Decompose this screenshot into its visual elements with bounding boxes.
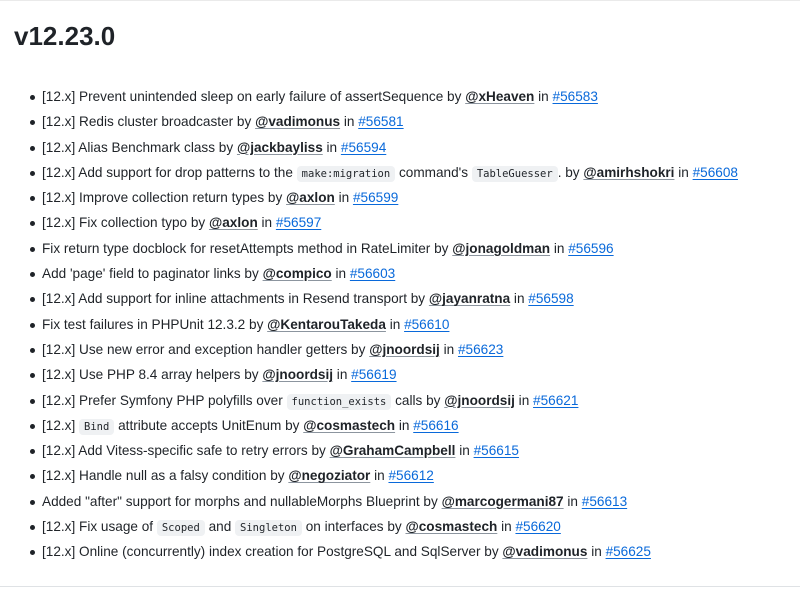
author-link[interactable]: @jnoordsij bbox=[369, 341, 440, 357]
author-link[interactable]: @negoziator bbox=[288, 468, 371, 484]
item-text: . by bbox=[557, 164, 584, 180]
changelog-item bbox=[0, 261, 800, 286]
inline-code: function_exists bbox=[287, 394, 392, 410]
changelog-item bbox=[0, 286, 800, 311]
item-text: [12.x] Prevent unintended sleep on early failure of assertSequence by bbox=[42, 89, 466, 104]
pull-request-link[interactable]: #56581 bbox=[358, 114, 404, 130]
item-text: attribute accepts UnitEnum by bbox=[114, 417, 304, 433]
item-text: in bbox=[322, 139, 341, 155]
item-text: [12.x] Use new error and exception handler getters by bbox=[42, 341, 370, 357]
author-link[interactable]: @KentarouTakeda bbox=[267, 316, 386, 332]
author-link[interactable]: @jnoordsij bbox=[262, 367, 334, 383]
author-link[interactable]: @cosmastech bbox=[303, 417, 396, 433]
item-text: Fix test failures in PHPUnit 12.3.2 by bbox=[42, 316, 268, 332]
changelog-item bbox=[0, 236, 800, 261]
item-text: calls by bbox=[391, 392, 445, 408]
pull-request-link[interactable]: #56583 bbox=[552, 89, 598, 104]
item-text: [12.x] Redis cluster broadcaster by bbox=[42, 114, 256, 130]
item-text: [12.x] Improve collection return types by bbox=[42, 190, 287, 206]
item-text: [12.x] Fix collection typo by bbox=[42, 215, 209, 231]
changelog-item bbox=[0, 135, 800, 160]
item-text: [12.x] Fix usage of bbox=[42, 519, 157, 535]
pull-request-link[interactable]: #56596 bbox=[568, 240, 614, 256]
changelog-item bbox=[0, 489, 800, 514]
changelog-item bbox=[0, 160, 800, 185]
item-text: in bbox=[587, 544, 606, 560]
item-text: [12.x] Prefer Symfony PHP polyfills over bbox=[42, 392, 287, 408]
pull-request-link[interactable]: #56625 bbox=[605, 544, 651, 560]
item-text: [12.x] Add Vitess-specific safe to retry errors by bbox=[42, 443, 330, 459]
item-text: and bbox=[204, 519, 236, 535]
pull-request-link[interactable]: #56610 bbox=[404, 316, 450, 332]
item-text: in bbox=[340, 114, 359, 130]
author-link[interactable]: @marcogermani87 bbox=[441, 493, 564, 509]
pull-request-link[interactable]: #56597 bbox=[275, 215, 322, 231]
changelog-list bbox=[0, 84, 800, 565]
pull-request-link[interactable]: #56621 bbox=[533, 392, 579, 408]
changelog-item bbox=[0, 337, 800, 362]
item-text: command's bbox=[395, 164, 472, 180]
changelog-item bbox=[0, 362, 800, 387]
changelog-item bbox=[0, 388, 800, 413]
pull-request-link[interactable]: #56612 bbox=[388, 468, 434, 484]
author-link[interactable]: @jonagoldman bbox=[452, 240, 551, 256]
pull-request-link[interactable]: #56599 bbox=[352, 190, 399, 206]
changelog-item bbox=[0, 514, 800, 539]
item-text: Add 'page' field to paginator links by bbox=[42, 266, 263, 282]
bottom-border bbox=[0, 586, 800, 587]
author-link[interactable]: @axlon bbox=[286, 190, 335, 206]
changelog-item bbox=[0, 185, 800, 210]
changelog-item bbox=[0, 210, 800, 235]
pull-request-link[interactable]: #56603 bbox=[349, 266, 396, 282]
item-text: Added "after" support for morphs and nullableMorphs Blueprint by bbox=[42, 493, 442, 509]
item-text: in bbox=[385, 316, 405, 332]
item-text: in bbox=[370, 468, 389, 484]
item-text: in bbox=[674, 164, 693, 180]
item-text: in bbox=[331, 266, 350, 282]
changelog-item bbox=[0, 84, 800, 109]
inline-code: Singleton bbox=[235, 520, 302, 536]
pull-request-link[interactable]: #56619 bbox=[351, 367, 397, 383]
author-link[interactable]: @xHeaven bbox=[465, 89, 535, 104]
item-text: in bbox=[455, 443, 474, 459]
changelog-item bbox=[0, 109, 800, 134]
item-text: [12.x] Add support for drop patterns to the bbox=[42, 164, 297, 180]
item-text: in bbox=[333, 367, 352, 383]
author-link[interactable]: @jayanratna bbox=[428, 291, 511, 307]
item-text: in bbox=[395, 417, 414, 433]
author-link[interactable]: @GrahamCampbell bbox=[329, 443, 456, 459]
item-text: in bbox=[439, 341, 458, 357]
item-text: in bbox=[257, 215, 276, 231]
inline-code: Bind bbox=[79, 419, 114, 435]
item-text: [12.x] Online (concurrently) index creation for PostgreSQL and SqlServer by bbox=[42, 544, 503, 560]
item-text: [12.x] Alias Benchmark class by bbox=[42, 139, 237, 155]
top-border bbox=[0, 0, 800, 1]
item-text: in bbox=[563, 493, 582, 509]
pull-request-link[interactable]: #56613 bbox=[581, 493, 628, 509]
changelog-item bbox=[0, 312, 800, 337]
item-text: [12.x] bbox=[42, 417, 80, 433]
changelog-item bbox=[0, 413, 800, 438]
author-link[interactable]: @axlon bbox=[208, 215, 258, 231]
item-text: in bbox=[534, 89, 553, 104]
changelog-item bbox=[0, 438, 800, 463]
item-text: [12.x] Use PHP 8.4 array helpers by bbox=[42, 367, 263, 383]
item-text: [12.x] Handle null as a falsy condition by bbox=[42, 468, 289, 484]
inline-code: make:migration bbox=[297, 166, 396, 182]
author-link[interactable]: @vadimonus bbox=[255, 114, 341, 130]
pull-request-link[interactable]: #56616 bbox=[413, 417, 459, 433]
author-link[interactable]: @cosmastech bbox=[405, 519, 498, 535]
release-title: v12.23.0 bbox=[14, 21, 116, 51]
inline-code: TableGuesser bbox=[472, 166, 558, 182]
item-text: in bbox=[550, 240, 569, 256]
item-text: in bbox=[334, 190, 353, 206]
changelog-item bbox=[0, 463, 800, 488]
author-link[interactable]: @amirhshokri bbox=[583, 164, 675, 180]
inline-code: Scoped bbox=[157, 520, 205, 536]
changelog-item bbox=[0, 539, 800, 564]
item-text: Fix return type docblock for resetAttempts method in RateLimiter by bbox=[42, 240, 453, 256]
pull-request-link[interactable]: #56620 bbox=[515, 519, 561, 535]
pull-request-link[interactable]: #56615 bbox=[473, 443, 519, 459]
item-text: in bbox=[510, 291, 529, 307]
author-link[interactable]: @jnoordsij bbox=[444, 392, 515, 408]
item-text: on interfaces by bbox=[301, 519, 406, 535]
item-text: in bbox=[497, 519, 516, 535]
author-link[interactable]: @compico bbox=[262, 266, 332, 282]
pull-request-link[interactable]: #56623 bbox=[457, 341, 504, 357]
item-text: in bbox=[514, 392, 534, 408]
item-text: [12.x] Add support for inline attachments in Resend transport by bbox=[42, 291, 429, 307]
author-link[interactable]: @jackbayliss bbox=[236, 139, 323, 155]
pull-request-link[interactable]: #56608 bbox=[692, 164, 738, 180]
pull-request-link[interactable]: #56598 bbox=[528, 291, 574, 307]
author-link[interactable]: @vadimonus bbox=[502, 544, 588, 560]
pull-request-link[interactable]: #56594 bbox=[340, 139, 387, 155]
